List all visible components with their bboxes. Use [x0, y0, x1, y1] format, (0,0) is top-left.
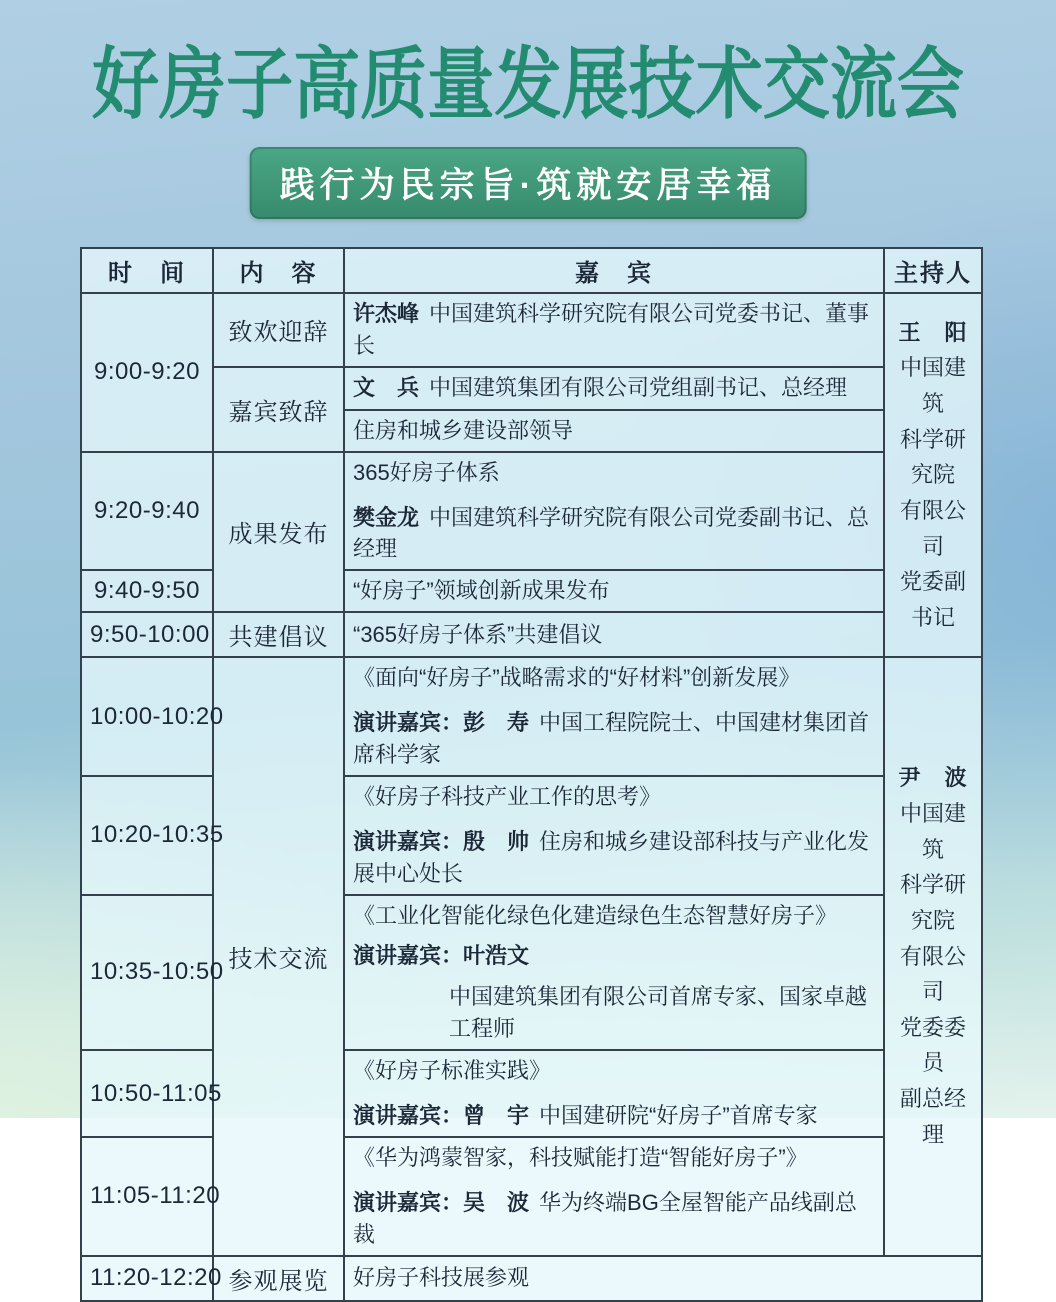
host-name: 王 阳 — [898, 319, 968, 345]
time-cell-1000: 10:00-10:20 — [81, 657, 213, 776]
speaker-label: 演讲嘉宾： — [353, 828, 464, 854]
guest-cell-wubo — [344, 1137, 884, 1256]
host-cell-yinbo — [884, 657, 982, 1255]
guest-name: 文 兵 — [353, 375, 420, 401]
table-row — [81, 1256, 982, 1301]
time-cell-1105: 11:05-11:20 — [81, 1137, 213, 1256]
guest-desc: 中国建筑科学研究院有限公司党委书记、董事长 — [353, 301, 870, 358]
guest-cell-fanjinlong — [344, 452, 884, 571]
talk-title: 《好房子标准实践》 — [353, 1058, 552, 1084]
time-cell-0940: 9:40-9:50 — [81, 570, 213, 612]
guest-cell-xujiefeng — [344, 293, 884, 367]
guest-name: 彭 寿 — [463, 710, 530, 736]
guest-cell-yinshuai — [344, 776, 884, 895]
guest-cell-wenbing — [344, 367, 884, 410]
time-cell-1050: 10:50-11:05 — [81, 1050, 213, 1137]
talk-title: 《面向“好房子”战略需求的“好材料”创新发展》 — [353, 665, 801, 691]
content-cell-exhibition: 参观展览 — [213, 1256, 344, 1301]
talk-speaker — [353, 707, 875, 771]
content-cell-release: 成果发布 — [213, 452, 344, 613]
talk-title: 《工业化智能化绿色化建造绿色生态智慧好房子》 — [353, 902, 838, 928]
table-row — [81, 293, 982, 367]
guest-desc: 中国建筑集团有限公司首席专家、国家卓越工程师 — [449, 984, 868, 1042]
guest-desc: 中国建筑集团有限公司党组副书记、总经理 — [429, 375, 848, 401]
time-cell-0950: 9:50-10:00 — [81, 612, 213, 657]
guest-name: 许杰峰 — [353, 301, 420, 326]
host-title-line: 副总经理 — [899, 1086, 966, 1147]
host-title-line: 党委副书记 — [899, 569, 966, 630]
guest-desc: 中国工程院院士、中国建材集团首席科学家 — [353, 710, 870, 768]
slogan-badge — [250, 147, 807, 219]
release-title: 365好房子体系 — [353, 459, 500, 485]
guest-cell-yehaowen — [344, 895, 884, 1051]
talk-speaker — [353, 826, 875, 890]
content-cell-welcome: 致欢迎辞 — [213, 293, 344, 367]
table-row — [81, 657, 982, 776]
talk-speaker — [353, 1187, 875, 1251]
guest-name: 曾 宇 — [463, 1103, 530, 1129]
poster-title: 好房子高质量发展技术交流会 — [91, 41, 965, 128]
guest-name: 殷 帅 — [463, 828, 530, 854]
table-row — [81, 452, 982, 571]
agenda-table — [80, 247, 983, 1302]
guest-cell-innovation: “好房子”领域创新成果发布 — [344, 570, 884, 612]
host-title-line: 党委委员 — [899, 1014, 966, 1076]
guest-cell-zengyu — [344, 1050, 884, 1137]
talk-title: 《华为鸿蒙智家，科技赋能打造“智能好房子”》 — [353, 1144, 808, 1170]
header-time: 时 间 — [81, 248, 213, 293]
host-org-line: 中国建筑 — [899, 801, 966, 862]
talk-speaker — [353, 940, 875, 972]
host-name: 尹 波 — [898, 765, 968, 791]
table-row — [81, 612, 982, 657]
speaker-label: 演讲嘉宾： — [353, 710, 464, 736]
guest-name: 樊金龙 — [353, 504, 420, 530]
time-cell-1120: 11:20-12:20 — [81, 1256, 213, 1301]
time-cell-0900: 9:00-9:20 — [81, 293, 213, 452]
release-speaker — [353, 502, 875, 566]
speaker-label: 演讲嘉宾： — [353, 1103, 464, 1129]
host-org-line: 有限公司 — [899, 943, 966, 1005]
speaker-label: 演讲嘉宾： — [353, 1189, 464, 1215]
host-org-line: 科学研究院 — [899, 872, 966, 933]
speaker-label: 演讲嘉宾： — [353, 943, 464, 969]
guest-cell-pengshou — [344, 657, 884, 776]
time-cell-1020: 10:20-10:35 — [81, 776, 213, 895]
guest-cell-mohurd: 住房和城乡建设部领导 — [344, 410, 884, 452]
guest-desc: 中国建筑科学研究院有限公司党委副书记、总经理 — [353, 504, 870, 562]
host-org-line: 有限公司 — [899, 497, 966, 559]
host-org-line: 中国建筑 — [899, 355, 966, 417]
header-content: 内 容 — [213, 248, 344, 293]
guest-cell-initiative: “365好房子体系”共建倡议 — [344, 612, 884, 657]
guest-desc: 住房和城乡建设部科技与产业化发展中心处长 — [353, 828, 870, 886]
table-row — [81, 367, 982, 410]
guest-desc: 中国建研院“好房子”首席专家 — [539, 1103, 818, 1129]
guest-name: 叶浩文 — [463, 943, 530, 969]
content-cell-speech: 嘉宾致辞 — [213, 367, 344, 452]
header-guest: 嘉 宾 — [344, 248, 884, 293]
time-cell-1035: 10:35-10:50 — [81, 895, 213, 1051]
guest-name: 吴 波 — [463, 1189, 530, 1215]
host-org-line: 科学研究院 — [899, 426, 966, 488]
header-row — [81, 248, 982, 293]
guest-cell-exhibition: 好房子科技展参观 — [344, 1256, 982, 1301]
header-host: 主持人 — [884, 248, 982, 293]
content-cell-initiative: 共建倡议 — [213, 612, 344, 657]
talk-speaker — [353, 1100, 875, 1132]
time-cell-0920: 9:20-9:40 — [81, 452, 213, 571]
content-cell-tech-exchange: 技术交流 — [213, 657, 344, 1255]
host-cell-wangyang — [884, 293, 982, 657]
guest-desc: 华为终端BG全屋智能产品线副总裁 — [353, 1189, 857, 1247]
talk-title: 《好房子科技产业工作的思考》 — [353, 783, 662, 809]
slogan-text: 践行为民宗旨·筑就安居幸福 — [279, 166, 777, 205]
